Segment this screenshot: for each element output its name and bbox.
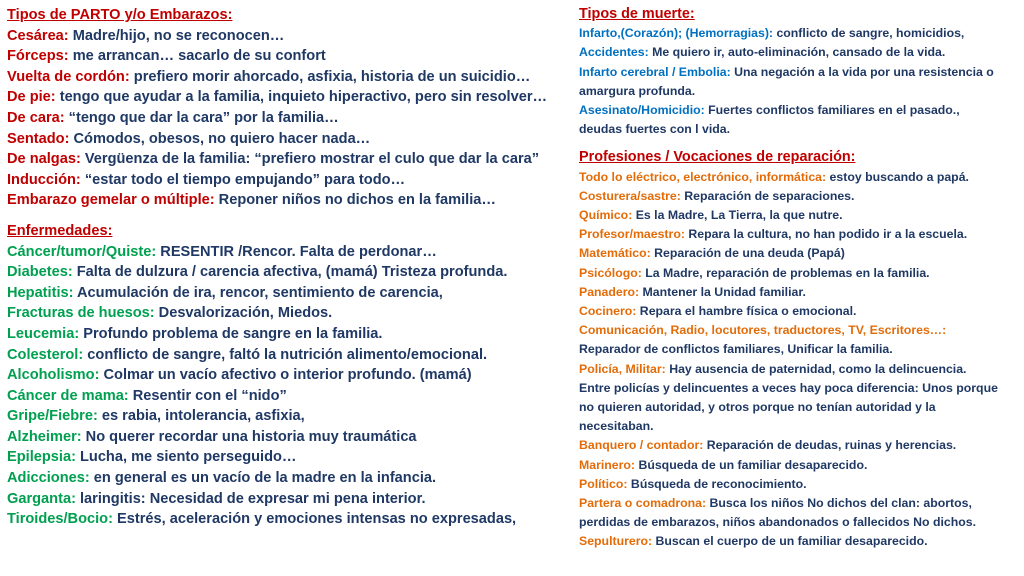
profesiones-heading: Profesiones / Vocaciones de reparación:: [579, 149, 856, 166]
list-item: Alcoholismo: Colmar un vacío afectivo o interior profundo. (mamá): [7, 367, 472, 384]
list-item: Asesinato/Homicidio: Fuertes conflictos familiares en el pasado.,: [579, 103, 960, 118]
list-item: Profesor/maestro: Repara la cultura, no han podido ir a la escuela.: [579, 227, 968, 242]
list-item: deudas fuertes con l vida.: [579, 122, 731, 137]
list-item: Accidentes: Me quiero ir, auto-eliminación, cansado de la vida.: [579, 45, 946, 60]
list-item: Marinero: Búsqueda de un familiar desaparecido.: [579, 457, 868, 472]
list-item: Banquero / contador: Reparación de deudas, ruinas y herencias.: [579, 438, 957, 453]
section-gap: [7, 211, 559, 221]
list-item: perdidas de embarazos, niños abandonados o fallecidos No dichos.: [579, 515, 976, 530]
list-item: amargura profunda.: [579, 83, 696, 98]
list-item: Sentado: Cómodos, obesos, no quiero hacer nada…: [7, 130, 371, 147]
list-item: Cesárea: Madre/hijo, no se reconocen…: [7, 27, 285, 44]
list-item: Inducción: “estar todo el tiempo empujando” para todo…: [7, 171, 406, 188]
list-item: Infarto cerebral / Embolia: Una negación a la vida por una resistencia o: [579, 64, 994, 79]
section-gap: [579, 139, 1021, 148]
list-item: De cara: “tengo que dar la cara” por la familia…: [7, 109, 339, 126]
list-item: Político: Búsqueda de reconocimiento.: [579, 476, 807, 491]
enfermedades-heading: Enfermedades:: [7, 222, 113, 239]
muerte-list: [579, 24, 1021, 139]
list-item: De pie: tengo que ayudar a la familia, inquieto hiperactivo, pero sin resolver…: [7, 89, 548, 106]
list-item: Costurera/sastre: Reparación de separaciones.: [579, 188, 855, 203]
list-item: Vuelta de cordón: prefiero morir ahorcado, asfixia, historia de un suicidio…: [7, 68, 531, 85]
list-item: Matemático: Reparación de una deuda (Papá): [579, 246, 845, 261]
list-item: Psicólogo: La Madre, reparación de problemas en la familia.: [579, 265, 930, 280]
list-item: Químico: Es la Madre, La Tierra, la que nutre.: [579, 208, 843, 223]
list-item: Cocinero: Repara el hambre física o emocional.: [579, 304, 857, 319]
list-item: Embarazo gemelar o múltiple: Reponer niños no dichos en la familia…: [7, 192, 496, 209]
list-item: Colesterol: conflicto de sangre, faltó la nutrición alimento/emocional.: [7, 346, 488, 363]
list-item: Alzheimer: No querer recordar una historia muy traumática: [7, 428, 417, 445]
list-item: Partera o comadrona: Busca los niños No dichos del clan: abortos,: [579, 496, 972, 511]
list-item: Hepatitis: Acumulación de ira, rencor, sentimiento de carencia,: [7, 284, 443, 301]
list-item: De nalgas: Vergüenza de la familia: “prefiero mostrar el culo que dar la cara”: [7, 151, 540, 168]
parto-heading: Tipos de PARTO y/o Embarazos:: [7, 7, 233, 23]
list-item: Sepulturero: Buscan el cuerpo de un familiar desaparecido.: [579, 534, 928, 549]
list-item: Garganta: laringitis: Necesidad de expresar mi pena interior.: [7, 490, 426, 507]
list-item: Todo lo eléctrico, electrónico, informática: estoy buscando a papá.: [579, 169, 969, 184]
list-item: Tiroides/Bocio: Estrés, aceleración y emociones intensas no expresadas,: [7, 511, 517, 528]
list-item: Reparador de conflictos familiares, Unificar la familia.: [579, 342, 893, 357]
profesiones-list: [579, 168, 1021, 552]
list-item: necesitaban.: [579, 419, 654, 434]
parto-list: [7, 26, 559, 211]
list-item: Panadero: Mantener la Unidad familiar.: [579, 284, 806, 299]
list-item: no quieren autoridad, y otros porque no tenían autoridad y la: [579, 400, 936, 415]
list-item: Leucemia: Profundo problema de sangre en la familia.: [7, 325, 383, 342]
muerte-heading: Tipos de muerte:: [579, 6, 695, 22]
enfermedades-list: [7, 242, 559, 530]
list-item: Cáncer/tumor/Quiste: RESENTIR /Rencor. Falta de perdonar…: [7, 243, 437, 260]
list-item: Epilepsia: Lucha, me siento perseguido…: [7, 449, 297, 466]
list-item: Diabetes: Falta de dulzura / carencia afectiva, (mamá) Tristeza profunda.: [7, 264, 508, 281]
left-column: [7, 5, 559, 530]
list-item: Adicciones: en general es un vacío de la madre en la infancia.: [7, 470, 437, 487]
right-column: [579, 5, 1021, 552]
list-item: Infarto,(Corazón); (Hemorragias): conflicto de sangre, homicidios,: [579, 26, 965, 41]
list-item: Fórceps: me arrancan… sacarlo de su confort: [7, 48, 326, 65]
list-item: Comunicación, Radio, locutores, traductores, TV, Escritores…:: [579, 323, 947, 338]
list-item: Policía, Militar: Hay ausencia de paternidad, como la delincuencia.: [579, 361, 967, 376]
list-item: Entre policías y delincuentes a veces hay poca diferencia: Unos porque: [579, 380, 998, 395]
list-item: Gripe/Fiebre: es rabia, intolerancia, asfixia,: [7, 408, 305, 425]
list-item: Cáncer de mama: Resentir con el “nido”: [7, 387, 287, 404]
list-item: Fracturas de huesos: Desvalorización, Miedos.: [7, 305, 333, 322]
